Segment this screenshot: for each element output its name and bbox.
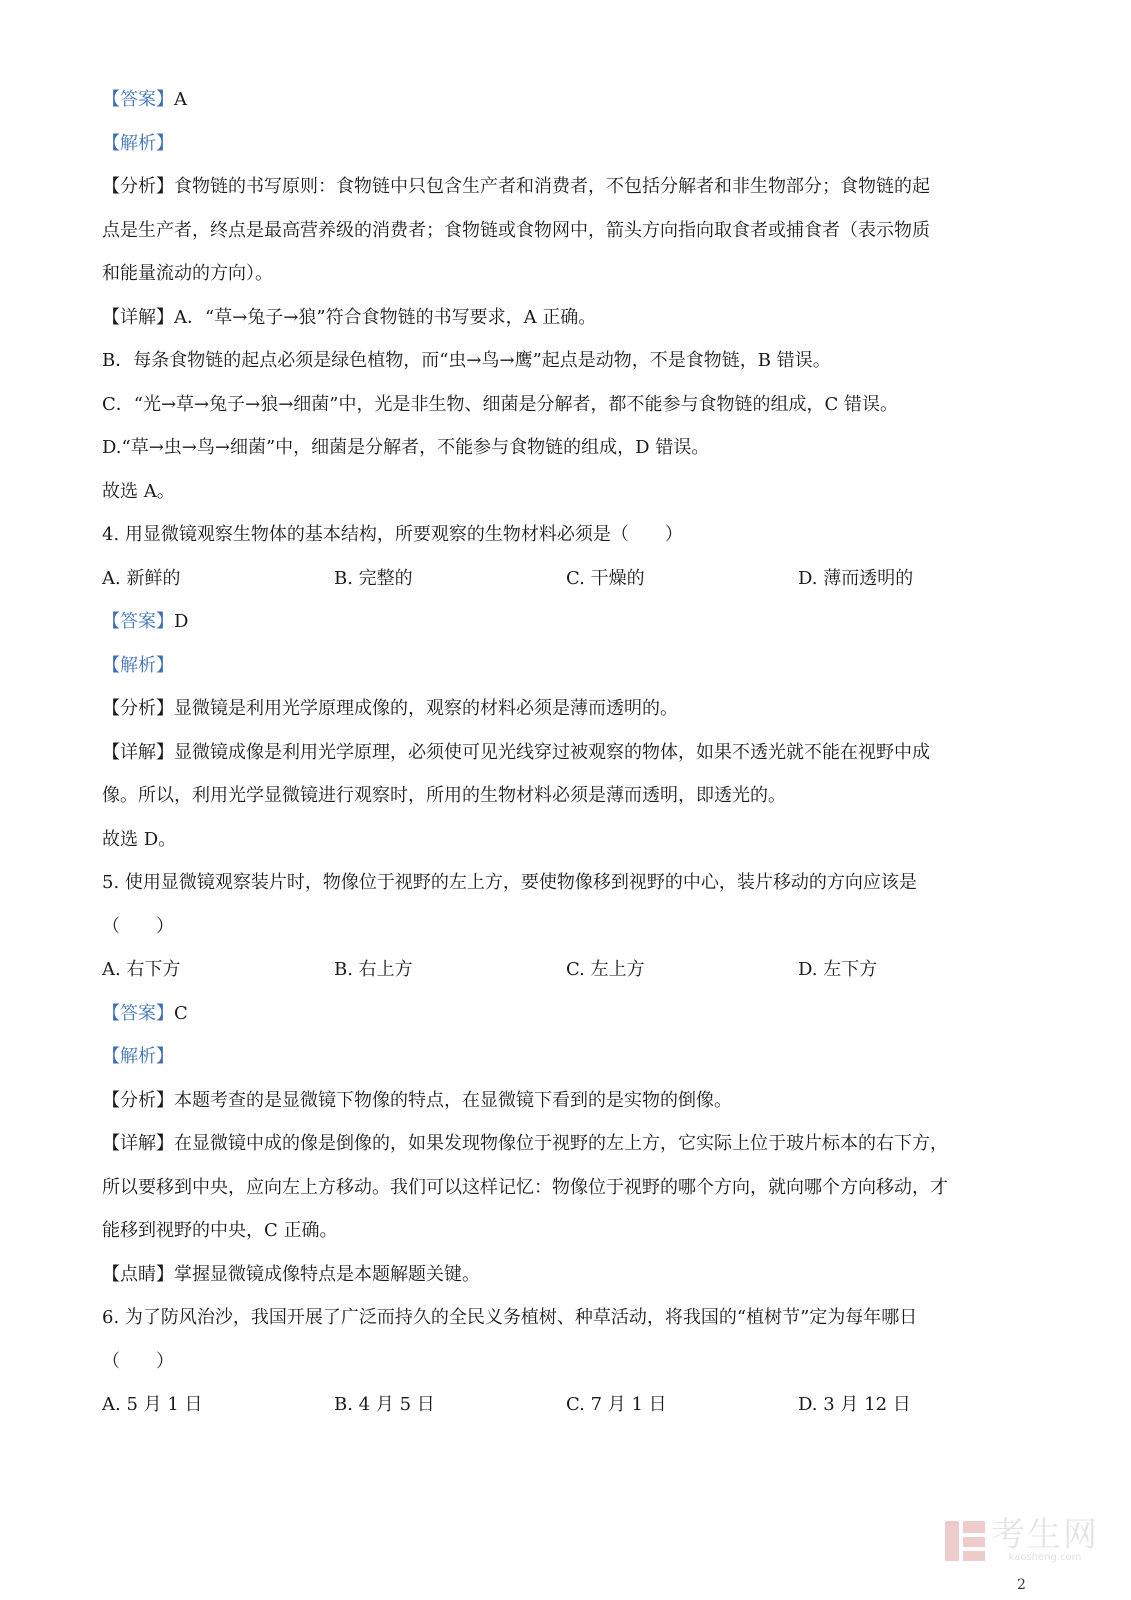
q6-options — [102, 1391, 1032, 1419]
q4-option-c: C. 干燥的 — [566, 567, 645, 589]
xiangjie-tag: 【详解】 — [102, 741, 174, 763]
fenxi-tag: 【分析】 — [102, 176, 174, 197]
q4-fenxi-line — [102, 695, 1032, 723]
q4-conclusion: 故选 D。 — [102, 828, 177, 850]
q5-option-c: C. 左上方 — [566, 959, 645, 980]
q4-xiangjie-text: 显微镜成像是利用光学原理，必须使可见光线穿过被观察的物体，如果不透光就不能在视野中成 — [174, 741, 930, 763]
q3-analysis-line — [102, 130, 1032, 158]
q6-option-c: C. 7 月 1 日 — [566, 1394, 667, 1415]
q6-option-d: D. 3 月 12 日 — [798, 1394, 911, 1415]
q5-xiangjie-text: 在显微镜中成的像是倒像的，如果发现物像位于视野的左上方，它实际上位于玻片标本的右下方， — [174, 1133, 948, 1154]
q5-fenxi-text: 本题考查的是显微镜下物像的特点，在显微镜下看到的是实物的倒像。 — [174, 1089, 732, 1111]
q4-stem: 4. 用显微镜观察生物体的基本结构，所要观察的生物材料必须是（ ） — [102, 524, 683, 545]
q5-options — [102, 956, 1032, 984]
q5-dianjing-line — [102, 1261, 1032, 1289]
analysis-tag: 【解析】 — [102, 132, 174, 154]
q3-conclusion: 故选 A。 — [102, 480, 175, 502]
q5-answer-line — [102, 1000, 1032, 1028]
q3-fenxi-line-2: 点是生产者，终点是最高营养级的消费者；食物链或食物网中，箭头方向指向取食者或捕食者（表示物质 — [102, 219, 930, 241]
xiangjie-tag: 【详解】 — [102, 306, 174, 328]
q3-fenxi-text: 食物链的书写原则：食物链中只包含生产者和消费者，不包括分解者和非生物部分；食物链的起 — [174, 176, 930, 197]
q4-xiangjie-line-1 — [102, 739, 1032, 767]
answer-tag: 【答案】 — [102, 1002, 174, 1024]
q5-xiangjie-line-3: 能移到视野的中央，C 正确。 — [102, 1220, 338, 1241]
q5-option-b: B. 右上方 — [334, 959, 413, 980]
q3-fenxi-line-3: 和能量流动的方向）。 — [102, 263, 273, 284]
q6-option-a: A. 5 月 1 日 — [102, 1394, 203, 1415]
answer-tag: 【答案】 — [102, 89, 174, 110]
q4-option-b: B. 完整的 — [334, 567, 413, 589]
watermark-text — [991, 1515, 1099, 1564]
q3-xiangjie-line-3: C．“光→草→兔子→狼→细菌”中，光是非生物、细菌是分解者，都不能参与食物链的组成，C 错误。 — [102, 393, 898, 415]
q3-fenxi-line-1 — [102, 173, 1032, 201]
fenxi-tag: 【分析】 — [102, 1089, 174, 1111]
q3-xiangjie-text: A．“草→兔子→狼”符合食物链的书写要求，A 正确。 — [174, 306, 597, 328]
q5-analysis-line — [102, 1043, 1032, 1071]
q5-xiangjie-line-1 — [102, 1130, 1032, 1158]
fenxi-tag: 【分析】 — [102, 698, 174, 719]
q4-option-d: D. 薄而透明的 — [798, 567, 914, 589]
q5-answer: C — [174, 1002, 188, 1024]
q3-xiangjie-line-1 — [102, 304, 1032, 332]
q4-options — [102, 565, 1032, 593]
answer-tag: 【答案】 — [102, 611, 174, 632]
q5-xiangjie-line-2: 所以要移到中央，应向左上方移动。我们可以这样记忆：物像位于视野的哪个方向，就向哪个方向移动，才 — [102, 1176, 948, 1198]
q3-answer-line — [102, 86, 1032, 114]
q5-option-a: A. 右下方 — [102, 959, 181, 980]
watermark-title: 考生网 — [991, 1515, 1099, 1555]
q4-answer-line — [102, 608, 1032, 636]
q4-fenxi-text: 显微镜是利用光学原理成像的，观察的材料必须是薄而透明的。 — [174, 698, 678, 719]
document-page — [102, 86, 1032, 1435]
q5-stem-line-1: 5. 使用显微镜观察装片时，物像位于视野的左上方，要使物像移到视野的中心，装片移动的方向应该是 — [102, 872, 917, 893]
page-number: 2 — [1017, 1577, 1026, 1593]
analysis-tag: 【解析】 — [102, 1046, 174, 1067]
q3-xiangjie-line-4: D.“草→虫→鸟→细菌”中，细菌是分解者，不能参与食物链的组成，D 错误。 — [102, 437, 710, 458]
q5-option-d: D. 左下方 — [798, 959, 878, 980]
q3-xiangjie-line-2: B．每条食物链的起点必须是绿色植物，而“虫→鸟→鹰”起点是动物，不是食物链，B 错误。 — [102, 350, 831, 371]
dianjing-tag: 【点睛】 — [102, 1263, 174, 1285]
q3-answer: A — [174, 89, 187, 110]
q6-option-b: B. 4 月 5 日 — [334, 1394, 435, 1415]
kaosheng-watermark — [945, 1515, 1099, 1564]
q4-option-a: A. 新鲜的 — [102, 567, 181, 589]
q5-stem-line-2: （ ） — [102, 915, 174, 937]
q4-answer: D — [174, 611, 189, 632]
q5-dianjing-text: 掌握显微镜成像特点是本题解题关键。 — [174, 1263, 480, 1285]
q5-fenxi-line — [102, 1087, 1032, 1115]
q4-analysis-line — [102, 652, 1032, 680]
watermark-url: kaosheng.com — [1008, 1552, 1082, 1563]
q4-xiangjie-line-2: 像。所以，利用光学显微镜进行观察时，所用的生物材料必须是薄而透明，即透光的。 — [102, 785, 786, 806]
analysis-tag: 【解析】 — [102, 654, 174, 676]
xiangjie-tag: 【详解】 — [102, 1133, 174, 1154]
kaosheng-logo-icon — [945, 1521, 985, 1561]
q6-stem-line-2: （ ） — [102, 1350, 174, 1372]
q6-stem-line-1: 6. 为了防风治沙，我国开展了广泛而持久的全民义务植树、种草活动，将我国的“植树节”定为每年哪日 — [102, 1307, 918, 1328]
